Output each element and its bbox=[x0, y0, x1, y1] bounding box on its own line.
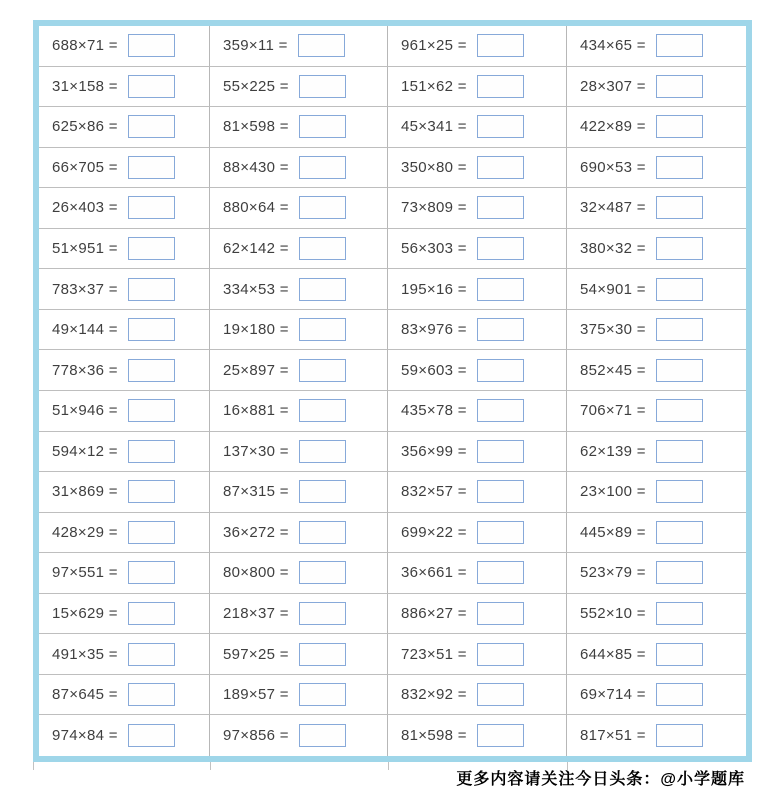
answer-box[interactable] bbox=[477, 521, 524, 544]
problem-cell bbox=[567, 26, 746, 67]
answer-box[interactable] bbox=[299, 643, 346, 666]
answer-box[interactable] bbox=[299, 156, 346, 179]
problem-text: 31×158 = bbox=[52, 77, 118, 95]
problem-cell bbox=[210, 67, 388, 108]
problem-cell bbox=[210, 391, 388, 432]
problem-cell bbox=[567, 269, 746, 310]
problem-cell bbox=[210, 188, 388, 229]
problem-cell bbox=[567, 513, 746, 554]
gridline-tick bbox=[567, 762, 568, 770]
problem-text: 83×976 = bbox=[401, 321, 467, 339]
problem-cell bbox=[39, 391, 210, 432]
problem-cell bbox=[388, 391, 567, 432]
problem-text: 195×16 = bbox=[401, 280, 467, 298]
problem-text: 28×307 = bbox=[580, 77, 646, 95]
problem-cell bbox=[210, 634, 388, 675]
problem-text: 356×99 = bbox=[401, 442, 467, 460]
problem-cell bbox=[567, 472, 746, 513]
answer-box[interactable] bbox=[128, 602, 175, 625]
problem-text: 137×30 = bbox=[223, 442, 289, 460]
answer-box[interactable] bbox=[128, 683, 175, 706]
problem-text: 523×79 = bbox=[580, 564, 646, 582]
problem-cell bbox=[39, 675, 210, 716]
answer-box[interactable] bbox=[656, 480, 703, 503]
problem-cell bbox=[388, 594, 567, 635]
problem-text: 51×946 = bbox=[52, 402, 118, 420]
problem-cell bbox=[567, 553, 746, 594]
answer-box[interactable] bbox=[299, 440, 346, 463]
gridline-tick bbox=[388, 762, 389, 770]
problem-text: 428×29 = bbox=[52, 523, 118, 541]
problem-cell bbox=[388, 188, 567, 229]
answer-box[interactable] bbox=[128, 278, 175, 301]
problem-text: 87×645 = bbox=[52, 686, 118, 704]
answer-box[interactable] bbox=[299, 561, 346, 584]
problem-cell bbox=[567, 715, 746, 756]
problem-text: 15×629 = bbox=[52, 605, 118, 623]
problem-cell bbox=[210, 26, 388, 67]
answer-box[interactable] bbox=[656, 75, 703, 98]
problem-cell bbox=[567, 188, 746, 229]
problem-cell bbox=[210, 715, 388, 756]
problem-cell bbox=[567, 675, 746, 716]
problem-cell bbox=[210, 107, 388, 148]
answer-box[interactable] bbox=[477, 115, 524, 138]
problem-cell bbox=[388, 107, 567, 148]
problem-text: 422×89 = bbox=[580, 118, 646, 136]
problem-text: 644×85 = bbox=[580, 645, 646, 663]
answer-box[interactable] bbox=[477, 34, 524, 57]
answer-box[interactable] bbox=[128, 480, 175, 503]
problem-cell bbox=[388, 26, 567, 67]
answer-box[interactable] bbox=[477, 237, 524, 260]
answer-box[interactable] bbox=[656, 521, 703, 544]
answer-box[interactable] bbox=[299, 196, 346, 219]
problem-cell bbox=[39, 553, 210, 594]
answer-box[interactable] bbox=[128, 399, 175, 422]
answer-box[interactable] bbox=[656, 34, 703, 57]
answer-box[interactable] bbox=[128, 34, 175, 57]
answer-box[interactable] bbox=[477, 278, 524, 301]
problem-cell bbox=[39, 594, 210, 635]
answer-box[interactable] bbox=[656, 399, 703, 422]
answer-box[interactable] bbox=[656, 602, 703, 625]
problem-cell bbox=[567, 432, 746, 473]
answer-box[interactable] bbox=[298, 34, 345, 57]
problem-text: 625×86 = bbox=[52, 118, 118, 136]
problem-text: 375×30 = bbox=[580, 321, 646, 339]
answer-box[interactable] bbox=[477, 643, 524, 666]
problem-cell bbox=[39, 513, 210, 554]
problem-text: 56×303 = bbox=[401, 240, 467, 258]
problem-text: 817×51 = bbox=[580, 727, 646, 745]
problem-cell bbox=[39, 148, 210, 189]
problem-text: 723×51 = bbox=[401, 645, 467, 663]
answer-box[interactable] bbox=[656, 359, 703, 382]
answer-box[interactable] bbox=[128, 115, 175, 138]
problem-cell bbox=[388, 513, 567, 554]
problem-text: 552×10 = bbox=[580, 605, 646, 623]
problem-text: 597×25 = bbox=[223, 645, 289, 663]
problem-text: 880×64 = bbox=[223, 199, 289, 217]
answer-box[interactable] bbox=[477, 399, 524, 422]
problem-text: 783×37 = bbox=[52, 280, 118, 298]
problem-cell bbox=[210, 472, 388, 513]
problem-text: 688×71 = bbox=[52, 37, 118, 55]
problem-cell bbox=[388, 310, 567, 351]
gridline-tick bbox=[33, 762, 34, 770]
answer-box[interactable] bbox=[477, 561, 524, 584]
answer-box[interactable] bbox=[299, 724, 346, 747]
problem-text: 66×705 = bbox=[52, 158, 118, 176]
problem-cell bbox=[388, 715, 567, 756]
problem-text: 778×36 = bbox=[52, 361, 118, 379]
problem-cell bbox=[39, 67, 210, 108]
problem-text: 31×869 = bbox=[52, 483, 118, 501]
answer-box[interactable] bbox=[128, 521, 175, 544]
answer-box[interactable] bbox=[656, 278, 703, 301]
answer-box[interactable] bbox=[128, 318, 175, 341]
problem-text: 445×89 = bbox=[580, 523, 646, 541]
answer-box[interactable] bbox=[477, 602, 524, 625]
problem-cell bbox=[39, 269, 210, 310]
footer-caption: 更多内容请关注今日头条：@小学题库 bbox=[456, 771, 745, 788]
problem-text: 54×901 = bbox=[580, 280, 646, 298]
answer-box[interactable] bbox=[656, 440, 703, 463]
problem-cell bbox=[388, 229, 567, 270]
problem-cell bbox=[567, 229, 746, 270]
problem-text: 32×487 = bbox=[580, 199, 646, 217]
problem-text: 81×598 = bbox=[223, 118, 289, 136]
problem-cell bbox=[388, 675, 567, 716]
answer-box[interactable] bbox=[477, 440, 524, 463]
problem-text: 88×430 = bbox=[223, 158, 289, 176]
problem-cell bbox=[39, 310, 210, 351]
problem-cell bbox=[39, 472, 210, 513]
problem-cell bbox=[567, 148, 746, 189]
answer-box[interactable] bbox=[128, 156, 175, 179]
problem-cell bbox=[388, 350, 567, 391]
problem-text: 62×139 = bbox=[580, 442, 646, 460]
answer-box[interactable] bbox=[128, 237, 175, 260]
problem-text: 334×53 = bbox=[223, 280, 289, 298]
problem-text: 55×225 = bbox=[223, 77, 289, 95]
problem-cell bbox=[388, 432, 567, 473]
problem-text: 62×142 = bbox=[223, 240, 289, 258]
problem-cell bbox=[388, 148, 567, 189]
problem-text: 151×62 = bbox=[401, 77, 467, 95]
problem-cell bbox=[388, 269, 567, 310]
problem-text: 45×341 = bbox=[401, 118, 467, 136]
problem-text: 25×897 = bbox=[223, 361, 289, 379]
problem-text: 97×856 = bbox=[223, 727, 289, 745]
problem-cell bbox=[210, 553, 388, 594]
answer-box[interactable] bbox=[299, 359, 346, 382]
problem-cell bbox=[39, 26, 210, 67]
problem-text: 434×65 = bbox=[580, 37, 646, 55]
answer-box[interactable] bbox=[656, 724, 703, 747]
problem-cell bbox=[39, 350, 210, 391]
problem-text: 73×809 = bbox=[401, 199, 467, 217]
problem-cell bbox=[210, 148, 388, 189]
answer-box[interactable] bbox=[656, 115, 703, 138]
problem-cell bbox=[210, 513, 388, 554]
problem-text: 690×53 = bbox=[580, 158, 646, 176]
problem-text: 80×800 = bbox=[223, 564, 289, 582]
answer-box[interactable] bbox=[656, 156, 703, 179]
answer-box[interactable] bbox=[299, 75, 346, 98]
problem-cell bbox=[210, 675, 388, 716]
problem-cell bbox=[388, 634, 567, 675]
problem-cell bbox=[567, 634, 746, 675]
problem-cell bbox=[210, 269, 388, 310]
problem-cell bbox=[39, 634, 210, 675]
problem-text: 435×78 = bbox=[401, 402, 467, 420]
answer-box[interactable] bbox=[477, 156, 524, 179]
answer-box[interactable] bbox=[128, 75, 175, 98]
problem-text: 26×403 = bbox=[52, 199, 118, 217]
problem-text: 36×272 = bbox=[223, 523, 289, 541]
problem-cell bbox=[567, 107, 746, 148]
problem-text: 594×12 = bbox=[52, 442, 118, 460]
problem-text: 51×951 = bbox=[52, 240, 118, 258]
answer-box[interactable] bbox=[299, 480, 346, 503]
problem-text: 380×32 = bbox=[580, 240, 646, 258]
answer-box[interactable] bbox=[477, 318, 524, 341]
problem-text: 97×551 = bbox=[52, 564, 118, 582]
problem-text: 974×84 = bbox=[52, 727, 118, 745]
problem-cell bbox=[567, 350, 746, 391]
answer-box[interactable] bbox=[477, 196, 524, 219]
problem-cell bbox=[210, 432, 388, 473]
answer-box[interactable] bbox=[656, 683, 703, 706]
answer-box[interactable] bbox=[299, 318, 346, 341]
problem-text: 350×80 = bbox=[401, 158, 467, 176]
problem-text: 218×37 = bbox=[223, 605, 289, 623]
problem-cell bbox=[39, 432, 210, 473]
answer-box[interactable] bbox=[477, 359, 524, 382]
problem-text: 49×144 = bbox=[52, 321, 118, 339]
answer-box[interactable] bbox=[128, 561, 175, 584]
problem-text: 36×661 = bbox=[401, 564, 467, 582]
answer-box[interactable] bbox=[656, 318, 703, 341]
problem-text: 706×71 = bbox=[580, 402, 646, 420]
problem-cell bbox=[39, 715, 210, 756]
answer-box[interactable] bbox=[299, 278, 346, 301]
answer-box[interactable] bbox=[299, 115, 346, 138]
problem-text: 87×315 = bbox=[223, 483, 289, 501]
problem-cell bbox=[210, 310, 388, 351]
problem-cell bbox=[388, 553, 567, 594]
problem-text: 359×11 = bbox=[223, 37, 288, 55]
answer-box[interactable] bbox=[656, 196, 703, 219]
problem-text: 19×180 = bbox=[223, 321, 289, 339]
answer-box[interactable] bbox=[656, 561, 703, 584]
problem-text: 491×35 = bbox=[52, 645, 118, 663]
problem-cell bbox=[210, 350, 388, 391]
problem-cell bbox=[39, 229, 210, 270]
problem-cell bbox=[567, 594, 746, 635]
answer-box[interactable] bbox=[656, 643, 703, 666]
answer-box[interactable] bbox=[477, 480, 524, 503]
problem-cell bbox=[210, 594, 388, 635]
worksheet-table bbox=[33, 20, 752, 762]
problem-cell bbox=[567, 310, 746, 351]
problem-text: 699×22 = bbox=[401, 523, 467, 541]
problem-text: 832×57 = bbox=[401, 483, 467, 501]
answer-box[interactable] bbox=[477, 724, 524, 747]
problem-cell bbox=[39, 107, 210, 148]
problem-text: 886×27 = bbox=[401, 605, 467, 623]
answer-box[interactable] bbox=[128, 724, 175, 747]
problem-cell bbox=[388, 472, 567, 513]
answer-box[interactable] bbox=[656, 237, 703, 260]
problem-cell bbox=[567, 391, 746, 432]
problem-cell bbox=[210, 229, 388, 270]
answer-box[interactable] bbox=[299, 683, 346, 706]
gridline-tick bbox=[210, 762, 211, 770]
answer-box[interactable] bbox=[128, 440, 175, 463]
problem-text: 961×25 = bbox=[401, 37, 467, 55]
problem-text: 59×603 = bbox=[401, 361, 467, 379]
answer-box[interactable] bbox=[128, 359, 175, 382]
answer-box[interactable] bbox=[299, 602, 346, 625]
problem-text: 23×100 = bbox=[580, 483, 646, 501]
answer-box[interactable] bbox=[299, 237, 346, 260]
problem-text: 81×598 = bbox=[401, 727, 467, 745]
problem-text: 852×45 = bbox=[580, 361, 646, 379]
answer-box[interactable] bbox=[477, 75, 524, 98]
answer-box[interactable] bbox=[128, 196, 175, 219]
answer-box[interactable] bbox=[299, 399, 346, 422]
answer-box[interactable] bbox=[477, 683, 524, 706]
answer-box[interactable] bbox=[128, 643, 175, 666]
problem-cell bbox=[388, 67, 567, 108]
answer-box[interactable] bbox=[299, 521, 346, 544]
problem-text: 16×881 = bbox=[223, 402, 289, 420]
problem-text: 189×57 = bbox=[223, 686, 289, 704]
problem-cell bbox=[39, 188, 210, 229]
problem-text: 832×92 = bbox=[401, 686, 467, 704]
problem-cell bbox=[567, 67, 746, 108]
problem-text: 69×714 = bbox=[580, 686, 646, 704]
